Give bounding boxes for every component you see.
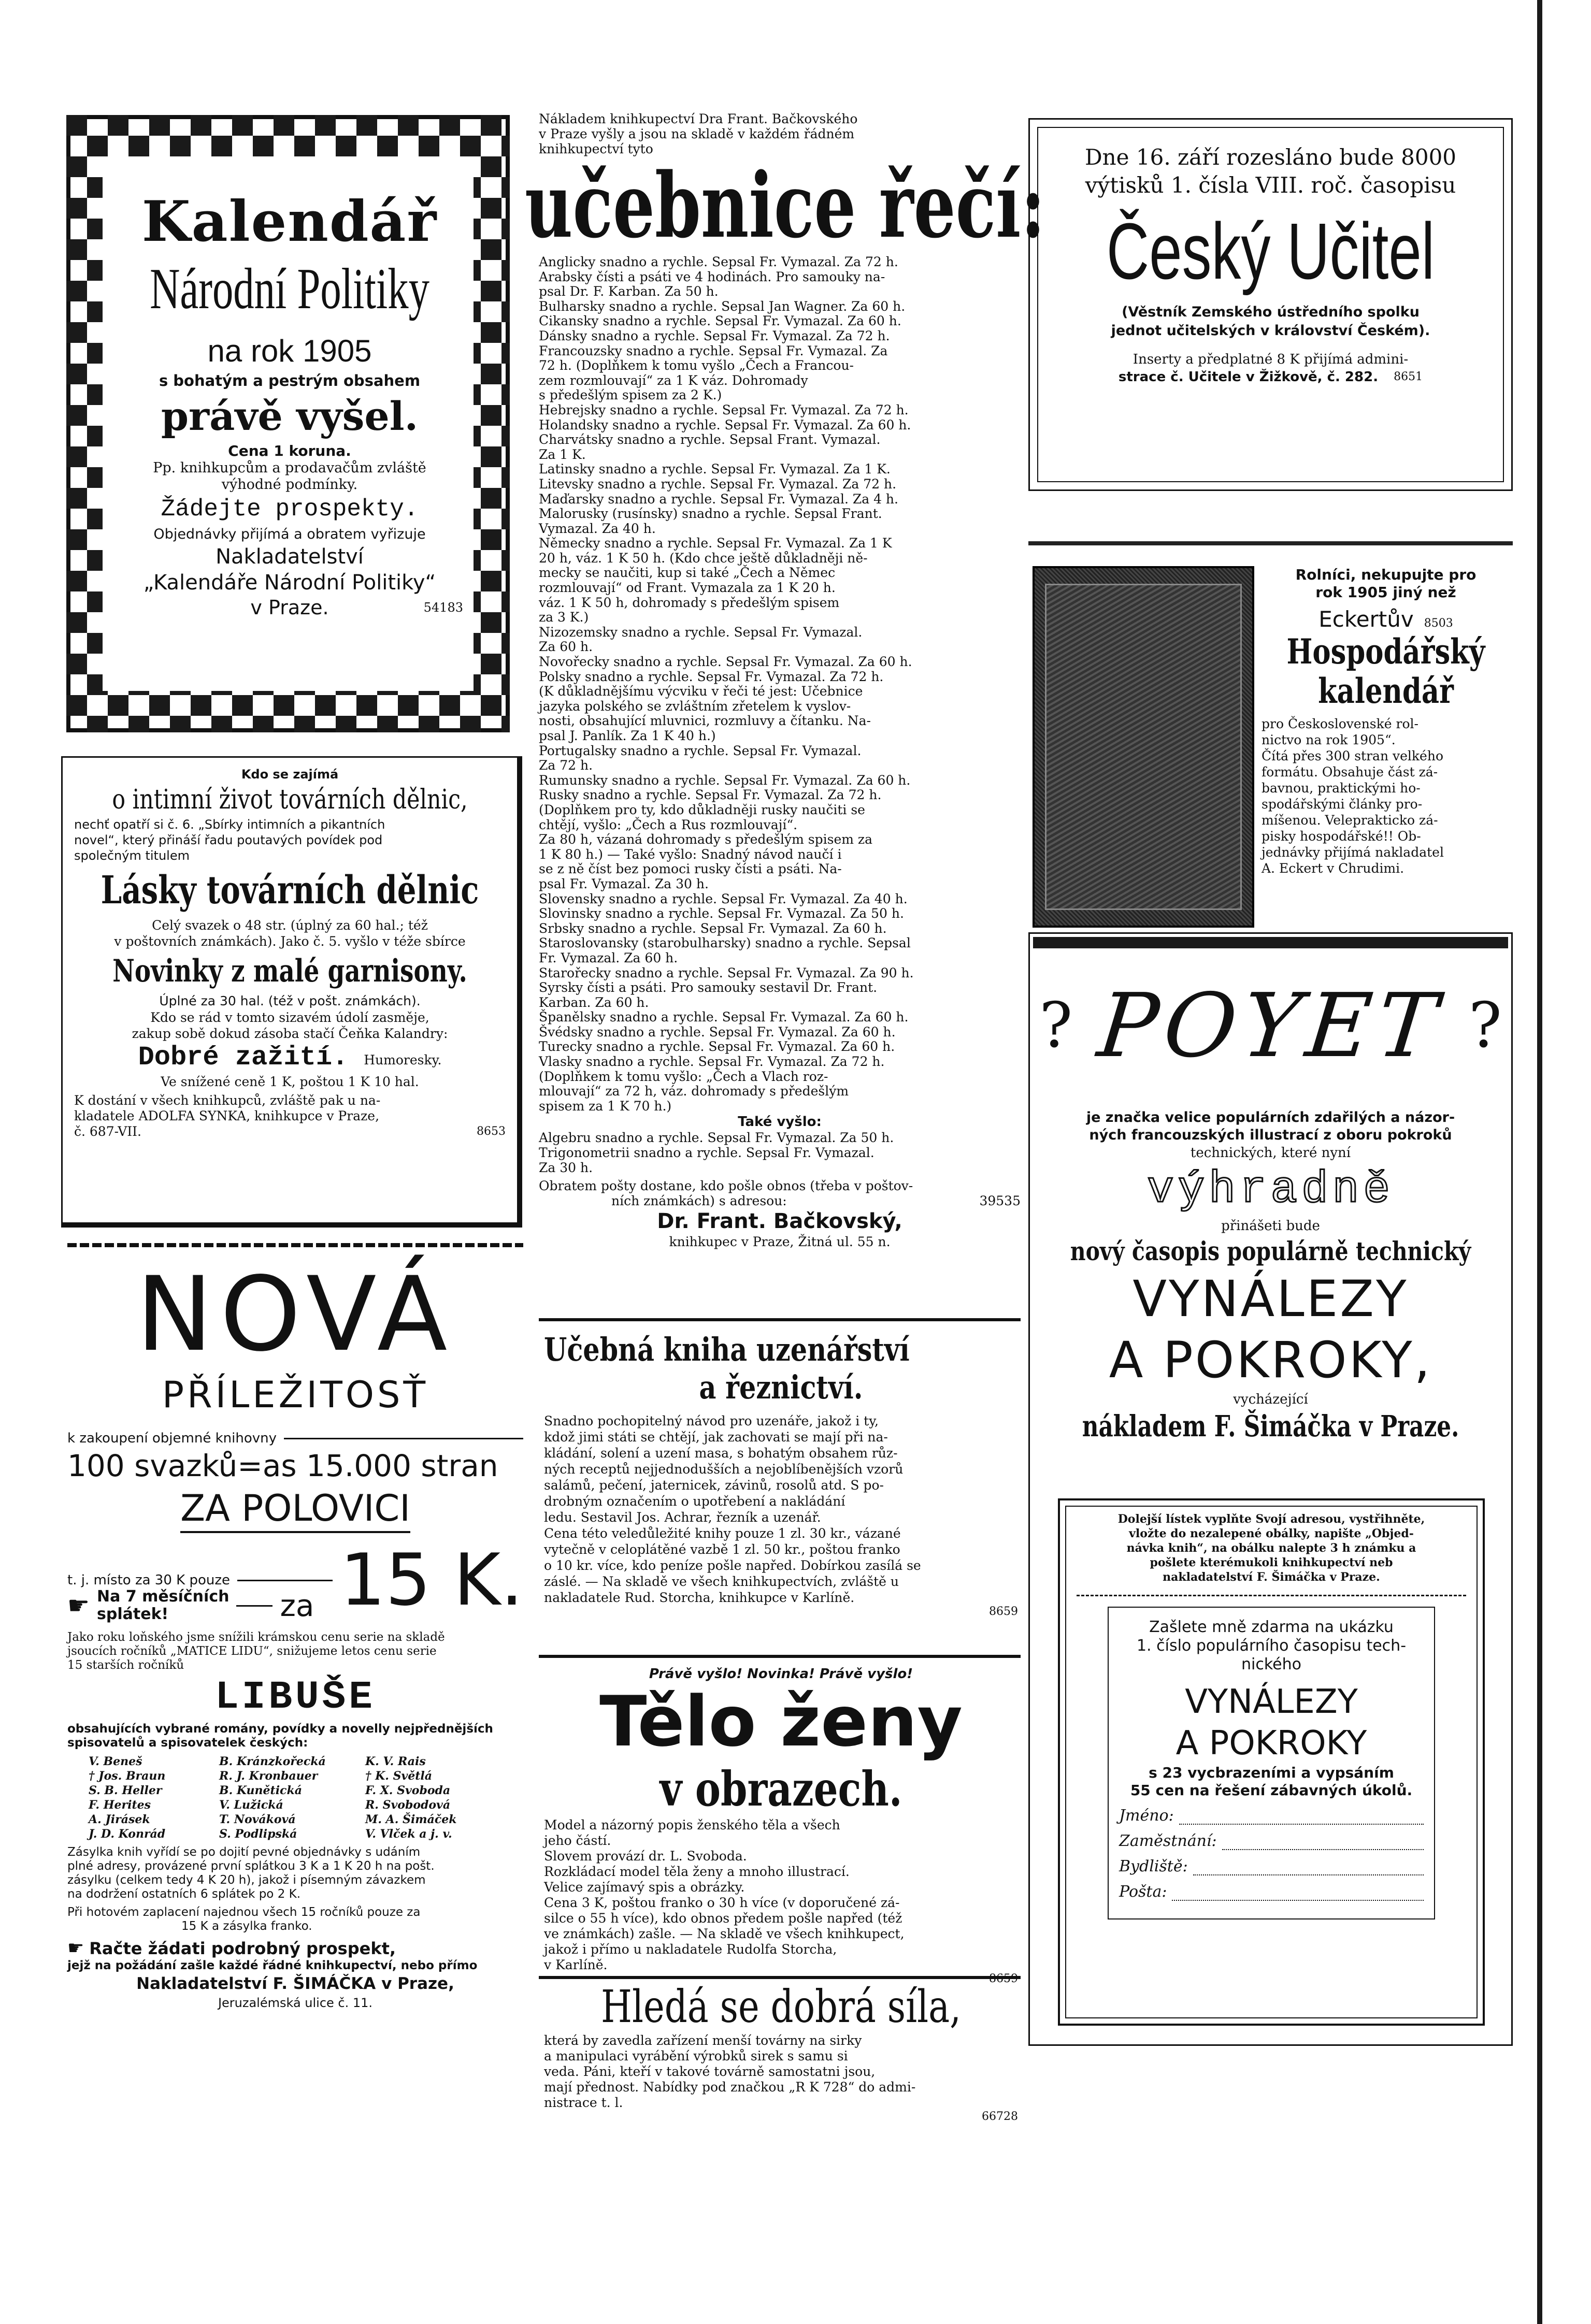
col2-divider [539,1318,1021,1321]
list-item: jeho částí. [544,1833,611,1848]
tovarnich-price-2: v poštovních známkách). Jako č. 5. vyšlo v téže sbírce [114,934,466,949]
telo-title-1: Tělo ženy [599,1681,963,1762]
ucebnice-address: knihkupec v Praze, Žitná ul. 55 n. [669,1234,891,1250]
list-item: Švédsky snadno a rychle. Sepsal Fr. Vymazal. Za 60 h. [539,1024,896,1040]
ad-code: 8659 [989,1605,1018,1618]
tovarnich-price-4: Ve snížené ceně 1 K, poštou 1 K 10 hal. [161,1074,419,1089]
list-item: Malorusky (rusínsky) snadno a rychle. Sepsal Frant. [539,506,882,522]
list-item: Novořecky snadno a rychle. Sepsal Fr. Vymazal. Za 60 h. [539,654,912,670]
tovarnich-footer-2: kladatele ADOLFA SYNKA, knihkupce v Praze, [74,1108,380,1123]
list-item: bavnou, praktickými ho- [1262,781,1421,796]
list-item: salámů, pečení, jaternicek, závinů, rosolů atd. S po- [544,1478,884,1493]
poyet-publisher: nákladem F. Šimáčka v Praze. [1082,1409,1459,1444]
coupon-form [1108,1607,1435,1919]
tovarnich-genre: Humoresky. [364,1052,442,1067]
list-item: 20 h, váz. 1 K 50 h. (Kdo chce ještě důkladněji ně- [539,550,868,566]
col2-divider [539,1655,1021,1658]
list-item: Arabsky čísti a psáti ve 4 hodinách. Pro samouky na- [539,269,885,284]
list-item: mlouvají“ za 72 h, váz. dohromady s předešlým [539,1084,849,1099]
hosp-brand: Eckertův [1318,607,1414,632]
ucebnice-also: Také vyšlo: [738,1114,822,1130]
coupon-field-job-label: Zaměstnání: [1119,1832,1217,1850]
hosp-head-1: Rolníci, nekupujte pro [1295,566,1477,583]
list-item: nistrace t. l. [544,2095,623,2110]
ucitel-line-2: výtisků 1. čísla VIII. roč. časopisu [1085,172,1456,198]
list-item: Slovensky snadno a rychle. Sepsal Fr. Vymazal. Za 40 h. [539,891,908,906]
list-item: míšenou. Veleprakticko zá- [1262,813,1438,828]
poyet-t1: VYNÁLEZY [1133,1270,1409,1328]
list-item: Rozkládací model těla ženy a mnoho illustrací. [544,1864,850,1879]
nova-body-1: Jako roku loňského jsme snížili krámskou cenu serie na skladě [67,1630,445,1644]
poyet-vychazejici: vycházející [1233,1392,1308,1407]
poyet-t2: A POKROKY, [1109,1331,1432,1389]
nova-line-4: t. j. místo za 30 K pouze [67,1572,230,1588]
nova-cash-1: Při hotovém zaplacení najednou všech 15 ročníků pouze za [67,1906,421,1919]
list-item: o 10 kr. více, kdo peníze pošle napřed. Dobírkou zasílá se [544,1558,921,1573]
list-item: 1 K 80 h.) — Také vyšlo: Snadný návod naučí i [539,846,842,862]
coupon-field-home-label: Bydliště: [1119,1857,1188,1875]
coupon-prize-1: s 23 vycbrazeními a vypsáním [1149,1764,1394,1781]
list-item: Velice zajímavý spis a obrázky. [544,1880,745,1895]
list-item: Polsky snadno a rychle. Sepsal Fr. Vymazal. Za 72 h. [539,669,884,684]
list-item: 72 h. (Doplňkem k tomu vyšlo „Čech a Francou- [539,358,854,373]
list-item: Algebru snadno a rychle. Sepsal Fr. Vymazal. Za 50 h. [539,1130,894,1146]
tovarnich-body-5: zakup sobě dokud zásoba stačí Čeňka Kalandry: [132,1026,448,1041]
kalendar-publisher-2: „Kalendáře Národní Politiky“ [143,571,436,595]
telo-body [544,1817,1018,1985]
ucebnice-intro-1: Nákladem knihkupectví Dra Frant. Bačkovského [539,111,858,126]
nova-subtitle: PŘÍLEŽITOSŤ [162,1374,429,1416]
tovarnich-footer-3: č. 687-VII. [74,1124,141,1139]
coupon-t1: VYNÁLEZY [1185,1683,1358,1721]
coupon-intro-2: 1. číslo populárního časopisu tech- [1136,1637,1407,1655]
list-item: Cena 3 K, poštou franko o 30 h více (v doporučené zá- [544,1895,900,1910]
nova-address: Jeruzalémská ulice č. 11. [218,1996,373,2010]
ucitel-ins-1: Inserty a předplatné 8 K přijímá admini- [1133,352,1409,367]
hosp-body [1262,716,1510,876]
nova-ad [67,1243,523,2087]
list-item: Nizozemsky snadno a rychle. Sepsal Fr. Vymazal. [539,624,863,640]
list-item: váz. 1 K 50 h, dohromady s předešlým spisem [539,595,840,610]
kalendar-title-2: Národní Politiky [150,257,429,321]
hand-pointer-icon: ☛ [67,1591,90,1620]
list-item: ve známkách) zašle. — Na skladě ve všech knihkupect, [544,1926,905,1941]
nova-publisher: Nakladatelství F. ŠIMÁČKA v Praze, [136,1974,454,1993]
tovarnich-title-3: Dobré zažití. [138,1042,349,1073]
nova-line-2: 100 svazků=as 15.000 stran [67,1448,498,1483]
list-item: psal J. Panlík. Za 1 K 40 h.) [539,728,716,743]
hleda-body [544,2033,1018,2123]
poyet-body-1: je značka velice populárních zdařilých a názor- [1086,1109,1455,1125]
kalendar-publisher-1: Nakladatelství [216,545,364,569]
poyet-new: nový časopis populárně technický [1070,1236,1471,1266]
ucebnice-mail-code: 39535 [979,1193,1021,1209]
list-item: spisem za 1 K 70 h.) [539,1098,672,1114]
list-item: (Doplňkem pro ty, kdo důkladněji rusky naučiti se [539,802,865,817]
list-item: Rusky snadno a rychle. Sepsal Fr. Vymazal. Za 72 h. [539,787,882,803]
list-item: Charvátsky snadno a rychle. Sepsal Frant. Vymazal. [539,432,881,448]
nova-installment-1: Na 7 měsíčních [97,1587,230,1606]
list-item: mají přednost. Nabídky pod značkou „R K 728“ do admi- [544,2080,916,2095]
nova-za: za [280,1588,314,1623]
list-item: kládání, solení a uzení masa, s bohatým obsahem růz- [544,1446,898,1461]
tovarnich-kicker: Kdo se zajímá [241,767,339,782]
list-item: Staroslovansky (starobulharsky) snadno a rychle. Sepsal [539,935,911,951]
list-item: Fr. Vymazal. Za 60 h. [539,950,678,965]
tovarnich-title-2: Novinky z malé garnisony. [112,953,467,989]
table-row: A. Jirásek T. Nováková M. A. Šimáček [89,1813,457,1826]
nova-cash-2: 15 K a zásylka franko. [181,1919,312,1933]
telo-title-2: v obrazech. [660,1761,902,1817]
cut-line [1077,1595,1466,1596]
list-item: Španělsky snadno a rychle. Sepsal Fr. Vymazal. Za 60 h. [539,1009,909,1025]
list-item: Trigonometrii snadno a rychle. Sepsal Fr. Vymazal. [539,1145,875,1161]
ucitel-code: 8651 [1394,370,1423,383]
list-item: pošlete kterémukoli knihkupectví neb [1150,1556,1393,1569]
list-item: návka knih“, na obálku nalepte 3 h známku a [1126,1541,1416,1555]
poyet-top-band [1033,937,1508,948]
list-item: Anglicky snadno a rychle. Sepsal Fr. Vymazal. Za 72 h. [539,254,898,269]
list-item: Maďarsky snadno a rychle. Sepsal Fr. Vymazal. Za 4 h. [539,491,898,507]
nova-libuse: LIBUŠE [215,1675,376,1720]
list-item: Za 60 h. [539,639,593,655]
kalendar-order: Objednávky přijímá a obratem vyřizuje [153,526,426,542]
question-left-icon: ? [1039,990,1073,1062]
list-item: formátu. Obsahuje část zá- [1262,764,1438,780]
list-item: veda. Páni, kteří v takové továrně samostatni jsou, [544,2064,876,2079]
nova-prospekt: Račte žádati podrobný prospekt, [89,1938,396,1958]
list-item: jazyka polského se zvláštním zřetelem k vyslov- [539,698,851,714]
kalendar-title-1: Kalendář [141,189,438,254]
uzenarstvi-title-2: a řeznictví. [699,1368,863,1406]
table-row: † Jos. Braun R. J. Kronbauer † K. Světlá [89,1769,433,1783]
list-item: (Doplňkem k tomu vyšlo: „Čech a Vlach roz- [539,1069,828,1084]
ucebnice-author: Dr. Frant. Bačkovský, [657,1209,902,1234]
kalendar-city: v Praze. [250,596,329,619]
hleda-ad [544,1981,1018,2137]
list-item: vytečně v celoplátěné vazbě 1 zl. 50 kr., poštou franko [544,1542,900,1557]
list-item: která by zavedla zařízení menší továrny na sirky [544,2033,862,2048]
coupon-note [1077,1512,1466,1584]
list-item: Hebrejsky snadno a rychle. Sepsal Fr. Vymazal. Za 72 h. [539,402,909,417]
coupon-prize-2: 55 cen na řešení zábavných úkolů. [1130,1782,1413,1799]
list-item: drobným označením o upotřebení a nakládání [544,1494,845,1509]
tovarnich-body-2: novel“, který přináší řadu poutavých povídek pod [74,833,383,847]
nova-contains-2: spisovatelů a spisovatelek českých: [67,1736,308,1750]
tovarnich-head: o intimní život továrních dělnic, [112,784,468,815]
list-item: zem rozmlouvají“ za 1 K váz. Dohromady [539,372,808,388]
list-item: Německy snadno a rychle. Sepsal Fr. Vymazal. Za 1 K [539,536,892,551]
hosp-title-2: kalendář [1318,671,1454,711]
list-item: Čítá přes 300 stran velkého [1262,748,1444,763]
list-item: s předešlým spisem za 2 K.) [539,387,722,403]
list-item: nosti, obsahující mluvnici, rozmluvy a čítanku. Na- [539,713,871,729]
ucebnice-intro-3: knihkupectví tyto [539,141,653,156]
hospodarsky-ad [1028,541,1513,930]
list-item: psal Dr. F. Karban. Za 50 h. [539,284,719,299]
tovarnich-price-3: Úplné za 30 hal. (též v pošt. známkách). [159,993,421,1008]
nova-title: NOVÁ [136,1254,455,1374]
ucitel-ins-2: strace č. Učitele v Žižkově, č. 282. [1118,369,1379,385]
list-item: se z ně číst bez pomoci rusky čísti a psáti. Na- [539,861,842,877]
nova-top-rule [67,1243,523,1247]
hand-pointer-icon: ☛ [67,1938,84,1959]
poyet-prinaseti: přinášeti bude [1221,1218,1320,1234]
residence-input[interactable] [1193,1858,1424,1875]
telo-kicker: Právě vyšlo! Novinka! Právě vyšlo! [649,1666,913,1682]
uzenarstvi-ad [544,1331,1018,1652]
poyet-ad [1028,932,1513,2046]
poyet-logo: POYET [1093,975,1448,1077]
post-office-input[interactable] [1172,1883,1424,1901]
table-row: V. Beneš B. Kránzkořecká K. V. Rais [89,1755,426,1768]
ucitel-title: Český Učitel [1106,207,1435,296]
ucebnice-mail-2: ních známkách) s adresou: [611,1193,787,1209]
list-item: nakladatele Rud. Storcha, knihkupce v Karlíně. [544,1590,855,1605]
ucitel-sub-1: (Věstník Zemského ústředního spolku [1122,304,1420,320]
ucebnice-intro-2: v Praze vyšly a jsou na skladě v každém řádném [539,126,855,141]
list-item: ledu. Sestavil Jos. Achrar, řezník a uzenář. [544,1510,821,1525]
tovarnich-body-1: nechť opatří si č. 6. „Sbírky intimních a pikantních [74,817,385,832]
col2-divider [539,1976,1021,1979]
ucebnice-mail-1: Obratem pošty dostane, kdo pošle obnos (třeba v poštov- [539,1178,913,1194]
kalendar-note-1: Pp. knihkupcům a prodavačům zvláště [153,460,426,476]
list-item: Latinsky snadno a rychle. Sepsal Fr. Vymazal. Za 1 K. [539,461,891,477]
list-item: Turecky snadno a rychle. Sepsal Fr. Vymazal. Za 60 h. [539,1039,895,1055]
nova-prospekt-2: jejž na požádání zašle každé řádné knihkupectví, nebo přímo [67,1959,478,1972]
table-row: J. D. Konrád S. Podlipská V. Vlček a j. v. [89,1827,452,1841]
nova-terms-2: plné adresy, provázené první splátkou 3 K a 1 K 20 h na pošt. [67,1859,435,1873]
list-item: Rumunsky snadno a rychle. Sepsal Fr. Vymazal. Za 60 h. [539,772,911,788]
list-item: Francouzsky snadno a rychle. Sepsal Fr. Vymazal. Za [539,343,888,358]
list-item: v Karlíně. [544,1957,608,1972]
list-item: (K důkladnějšímu výcviku v řeči té jest: Učebnice [539,684,863,699]
list-item: mecky se naučiti, kup si také „Čech a Němec [539,565,836,581]
list-item: rozmlouvají“ od Frant. Vymazala za 1 K 20 h. [539,580,836,596]
ucebnice-list-2 [539,1130,1021,1175]
kalendar-prospekty: Žádejte prospekty. [161,496,419,523]
nova-body-2: jsoucích ročníků „MATICE LIDU“, snižujeme letos cenu serie [67,1644,437,1658]
nova-line-3: ZA POLOVICI [180,1485,410,1533]
tovarnich-title: Lásky továrních dělnic [101,868,479,913]
list-item: ných receptů nejjednodušších a nejoblíbenějších vzorů [544,1462,904,1477]
ad-code: 66728 [982,2110,1018,2123]
nova-body-3: 15 starších ročníků [67,1658,184,1672]
name-input[interactable] [1179,1807,1424,1825]
table-row: S. B. Heller B. Kunětická F. X. Svoboda [89,1784,451,1797]
list-item: a manipulaci vyrábění výrobků sirek s samu si [544,2048,848,2063]
ucebnice-list [539,255,1021,1114]
list-item: Holandsky snadno a rychle. Sepsal Fr. Vymazal. Za 60 h. [539,417,911,432]
poyet-body-2: ných francouzských illustrací z oboru pokroků [1089,1127,1452,1143]
list-item: Cena této veledůležité knihy pouze 1 zl. 30 kr., vázané [544,1526,901,1541]
nova-terms-1: Zásylka knih vyřídí se po dojití pevné objednávky s udáním [67,1845,421,1859]
list-item: chtějí, vyšlo: „Čech a Rus rozmlouvají“. [539,817,798,832]
coupon-field-post-label: Pošta: [1119,1883,1167,1901]
hleda-title: Hledá se dobrá síla, [600,1981,962,2033]
poyet-body-3: technických, které nyní [1190,1145,1351,1161]
authors-table [88,1754,457,1841]
list-item: Srbsky snadno a rychle. Sepsal Fr. Vymazal. Za 60 h. [539,920,887,936]
list-item: Za 30 h. [539,1160,593,1176]
coupon-intro-1: Zašlete mně zdarma na ukázku [1149,1618,1394,1636]
tovarnich-code: 8653 [477,1125,506,1138]
kalendar-year: na rok 1905 [207,334,372,368]
list-item: pro Československé rol- [1262,716,1418,731]
nova-price-1: 15 K. [340,1538,523,1622]
list-item: spodářskými články pro- [1262,797,1423,812]
list-item: Slovem provází dr. L. Svoboda. [544,1849,747,1864]
uzenarstvi-title-1: Učebná kniha uzenářství [544,1331,910,1368]
tovarnich-footer-1: K dostání v všech knihkupců, zvláště pak u na- [74,1093,381,1108]
kalendar-price: Cena 1 koruna. [228,442,351,459]
list-item: vložte do nezalepené obálky, napište „Objed- [1129,1527,1414,1540]
list-item: Model a názorný popis ženského těla a všech [544,1817,840,1832]
kalendar-ad [66,115,510,732]
kalendar-code: 54183 [423,600,463,615]
list-item: Litevsky snadno a rychle. Sepsal Fr. Vymazal. Za 72 h. [539,476,897,492]
page-edge [1537,0,1542,2324]
tovarnich-price-1: Celý svazek o 48 str. (úplný za 60 hal.; též [152,918,428,933]
kalendar-note-2: výhodné podmínky. [221,477,358,493]
list-item: Vymazal. Za 40 h. [539,521,656,536]
list-item: A. Eckert v Chrudimi. [1262,861,1404,876]
nova-contains-1: obsahujících vybrané romány, povídky a novelly nejpřednějších [67,1722,493,1736]
ucitel-sub-2: jednot učitelských v království Českém). [1111,323,1430,339]
list-item: nictvo na rok 1905“. [1262,732,1396,747]
list-item: Bulharsky snadno a rychle. Sepsal Jan Wagner. Za 60 h. [539,298,906,314]
list-item: Karban. Za 60 h. [539,994,649,1010]
list-item: kdož jimi státi se chtějí, jak zachovati se mají při na- [544,1430,888,1445]
list-item: Vlasky snadno a rychle. Sepsal Fr. Vymazal. Za 72 h. [539,1054,885,1070]
list-item: Snadno pochopitelný návod pro uzenáře, jakož i ty, [544,1413,879,1428]
ucebnice-ad [524,111,1045,1313]
nova-line-1: k zakoupení objemné knihovny [67,1431,277,1446]
occupation-input[interactable] [1222,1832,1424,1850]
tovarnich-body-3: společným titulem [74,848,190,863]
ucitel-line-1: Dne 16. září rozesláno bude 8000 [1084,145,1457,170]
coupon-intro-3: nického [1241,1655,1301,1673]
coupon-box [1058,1498,1485,2026]
kalendar-headline: právě vyšel. [161,393,419,439]
tovarnich-ad [61,756,522,1228]
telo-ad [544,1665,1018,1976]
list-item: Za 80 h, vázaná dohromady s předešlým spisem za [539,832,872,847]
coupon-t2: A POKROKY [1176,1724,1367,1763]
nova-terms-4: na dodržení ostatních 6 splátek po 2 K. [67,1887,301,1901]
list-item: psal Fr. Vymazal. Za 30 h. [539,876,709,891]
list-item: záslé. — Na skladě ve všech knihkupectvích, zvláště u [544,1574,899,1589]
list-item: Slovinsky snadno a rychle. Sepsal Fr. Vymazal. Za 50 h. [539,906,904,921]
list-item: Starořecky snadno a rychle. Sepsal Fr. Vymazal. Za 90 h. [539,965,914,980]
kalendar-subtitle: s bohatým a pestrým obsahem [159,372,421,389]
list-item: Cikansky snadno a rychle. Sepsal Fr. Vymazal. Za 60 h. [539,313,901,329]
nova-terms-3: zásylku (celkem tedy 4 K 20 h), jakož i písemným závazkem [67,1873,426,1887]
list-item: nakladatelství F. Šimáčka v Praze. [1163,1570,1380,1584]
list-item: Syrsky čísti a psáti. Pro samouky sestavil Dr. Frant. [539,980,878,995]
list-item: pisky hospodářské!! Ob- [1262,829,1421,844]
ucebnice-title: učebnice řečí: [524,153,1045,258]
nova-installment-2: splátek! [97,1605,169,1623]
table-row: F. Herites V. Lužická R. Svobodová [89,1798,451,1812]
list-item: Za 72 h. [539,758,593,773]
list-item: Za 1 K. [539,446,586,462]
tovarnich-body-4: Kdo se rád v tomto sizavém údolí zasměje, [150,1010,429,1025]
list-item: Portugalsky snadno a rychle. Sepsal Fr. Vymazal. [539,743,862,758]
hosp-head-2: rok 1905 jiný než [1315,584,1456,601]
list-item: za 3 K.) [539,610,589,625]
list-item: Dánsky snadno a rychle. Sepsal Fr. Vymazal. Za 72 h. [539,328,890,343]
question-right-icon: ? [1468,990,1502,1062]
calendar-cover-image [1033,566,1254,928]
hosp-title-1: Hospodářský [1286,631,1485,672]
hosp-code: 8503 [1424,617,1453,630]
list-item: silce o 55 h více), kdo obnos předem pošle napřed (též [544,1911,902,1926]
list-item: jednávky přijímá nakladatel [1262,845,1444,860]
list-item: jakož i přímo u nakladatele Rudolfa Storcha, [544,1942,837,1957]
uzenarstvi-body [544,1413,1018,1618]
coupon-field-name-label: Jméno: [1119,1807,1174,1825]
list-item: Dolejší lístek vyplňte Svojí adresou, vystřihněte, [1117,1512,1425,1526]
ucitel-ad [1028,118,1513,491]
poyet-vyhradne: výhradně [1147,1164,1394,1215]
